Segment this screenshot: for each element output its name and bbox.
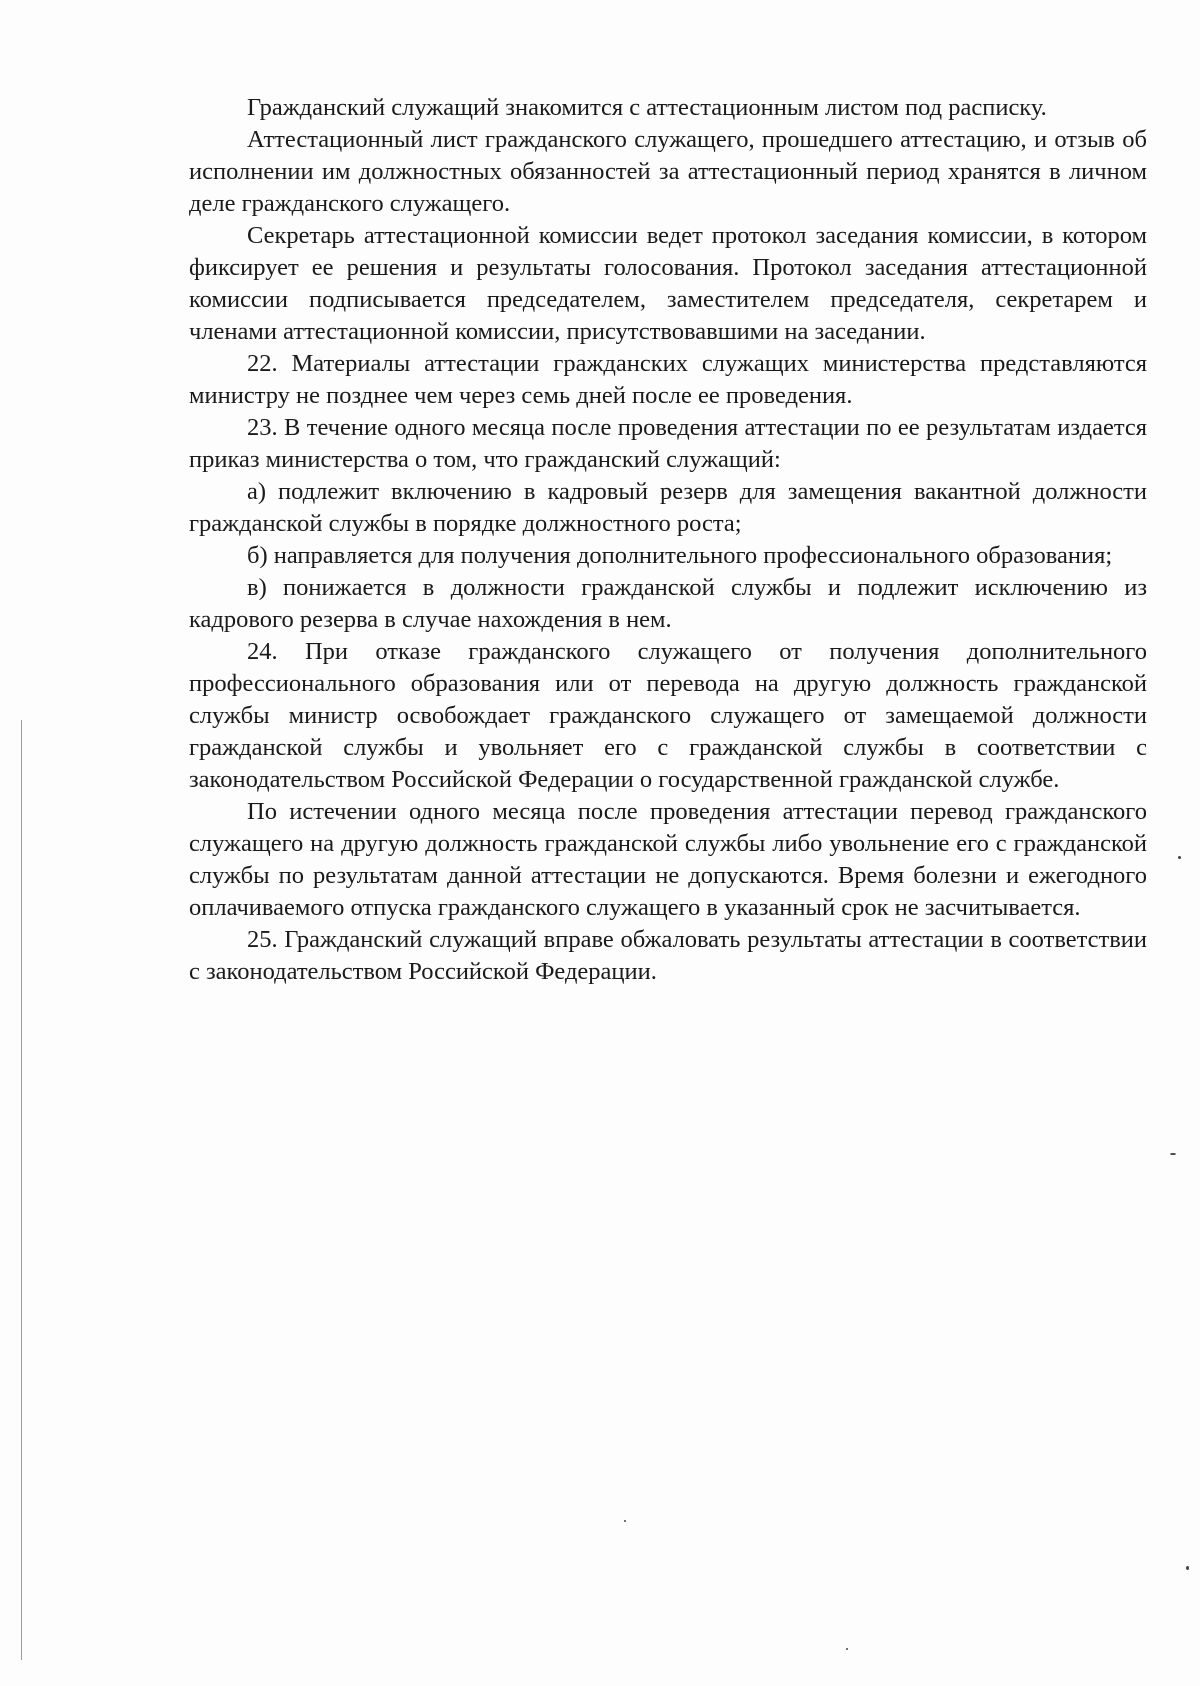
- document-body: [189, 92, 1147, 988]
- paragraph-attestation-sheet: Аттестационный лист гражданского служащего, прошедшего аттестацию, и отзыв об исполнении им должностных обязанностей за аттестационный период хранятся в личном деле гражданского служащего.: [189, 126, 1147, 217]
- scan-edge-line: [21, 720, 22, 1660]
- paragraph-item-22: 22. Материалы аттестации гражданских служащих министерства представляются министру не позднее чем через семь дней после ее проведения.: [189, 350, 1147, 409]
- paragraph-item-23-c: в) понижается в должности гражданской службы и подлежит исключению из кадрового резерва в случае нахождения в нем.: [189, 574, 1147, 633]
- scan-speck: [624, 1520, 626, 1522]
- paragraph-item-25: 25. Гражданский служащий вправе обжаловать результаты аттестации в соответствии с законодательством Российской Федерации.: [189, 926, 1147, 985]
- scan-speck: [1178, 856, 1181, 859]
- scan-speck: [846, 1648, 848, 1650]
- paragraph-item-24: 24. При отказе гражданского служащего от получения дополнительного профессионального образования или от перевода на другую должность гражданской службы министр освобождает гражданского служащего от замещаемой должности гражданской службы и увольняет его с гражданской службы в соответствии с законодательством Российской Федерации о государственной гражданской службе.: [189, 638, 1147, 793]
- paragraph-secretary-protocol: Секретарь аттестационной комиссии ведет протокол заседания комиссии, в котором фиксирует ее решения и результаты голосования. Протокол заседания аттестационной комиссии подписывается председателем, заместителем председателя, секретарем и членами аттестационной комиссии, присутствовавшими на заседании.: [189, 222, 1147, 345]
- paragraph-item-23: 23. В течение одного месяца после проведения аттестации по ее результатам издается приказ министерства о том, что гражданский служащий:: [189, 414, 1147, 473]
- paragraph-acquaintance: Гражданский служащий знакомится с аттестационным листом под расписку.: [247, 94, 1047, 121]
- scan-speck: [1186, 1566, 1189, 1570]
- paragraph-expiry: По истечении одного месяца после проведения аттестации перевод гражданского служащего на другую должность гражданской службы либо увольнение его с гражданской службы по результатам данной аттестации не допускаются. Время болезни и ежегодного оплачиваемого отпуска гражданского служащего в указанный срок не засчитывается.: [189, 798, 1147, 921]
- paragraph-item-23-b: б) направляется для получения дополнительного профессионального образования;: [247, 542, 1113, 569]
- scan-speck: [1170, 1153, 1176, 1155]
- paragraph-item-23-a: а) подлежит включению в кадровый резерв для замещения вакантной должности гражданской службы в порядке должностного роста;: [189, 478, 1147, 537]
